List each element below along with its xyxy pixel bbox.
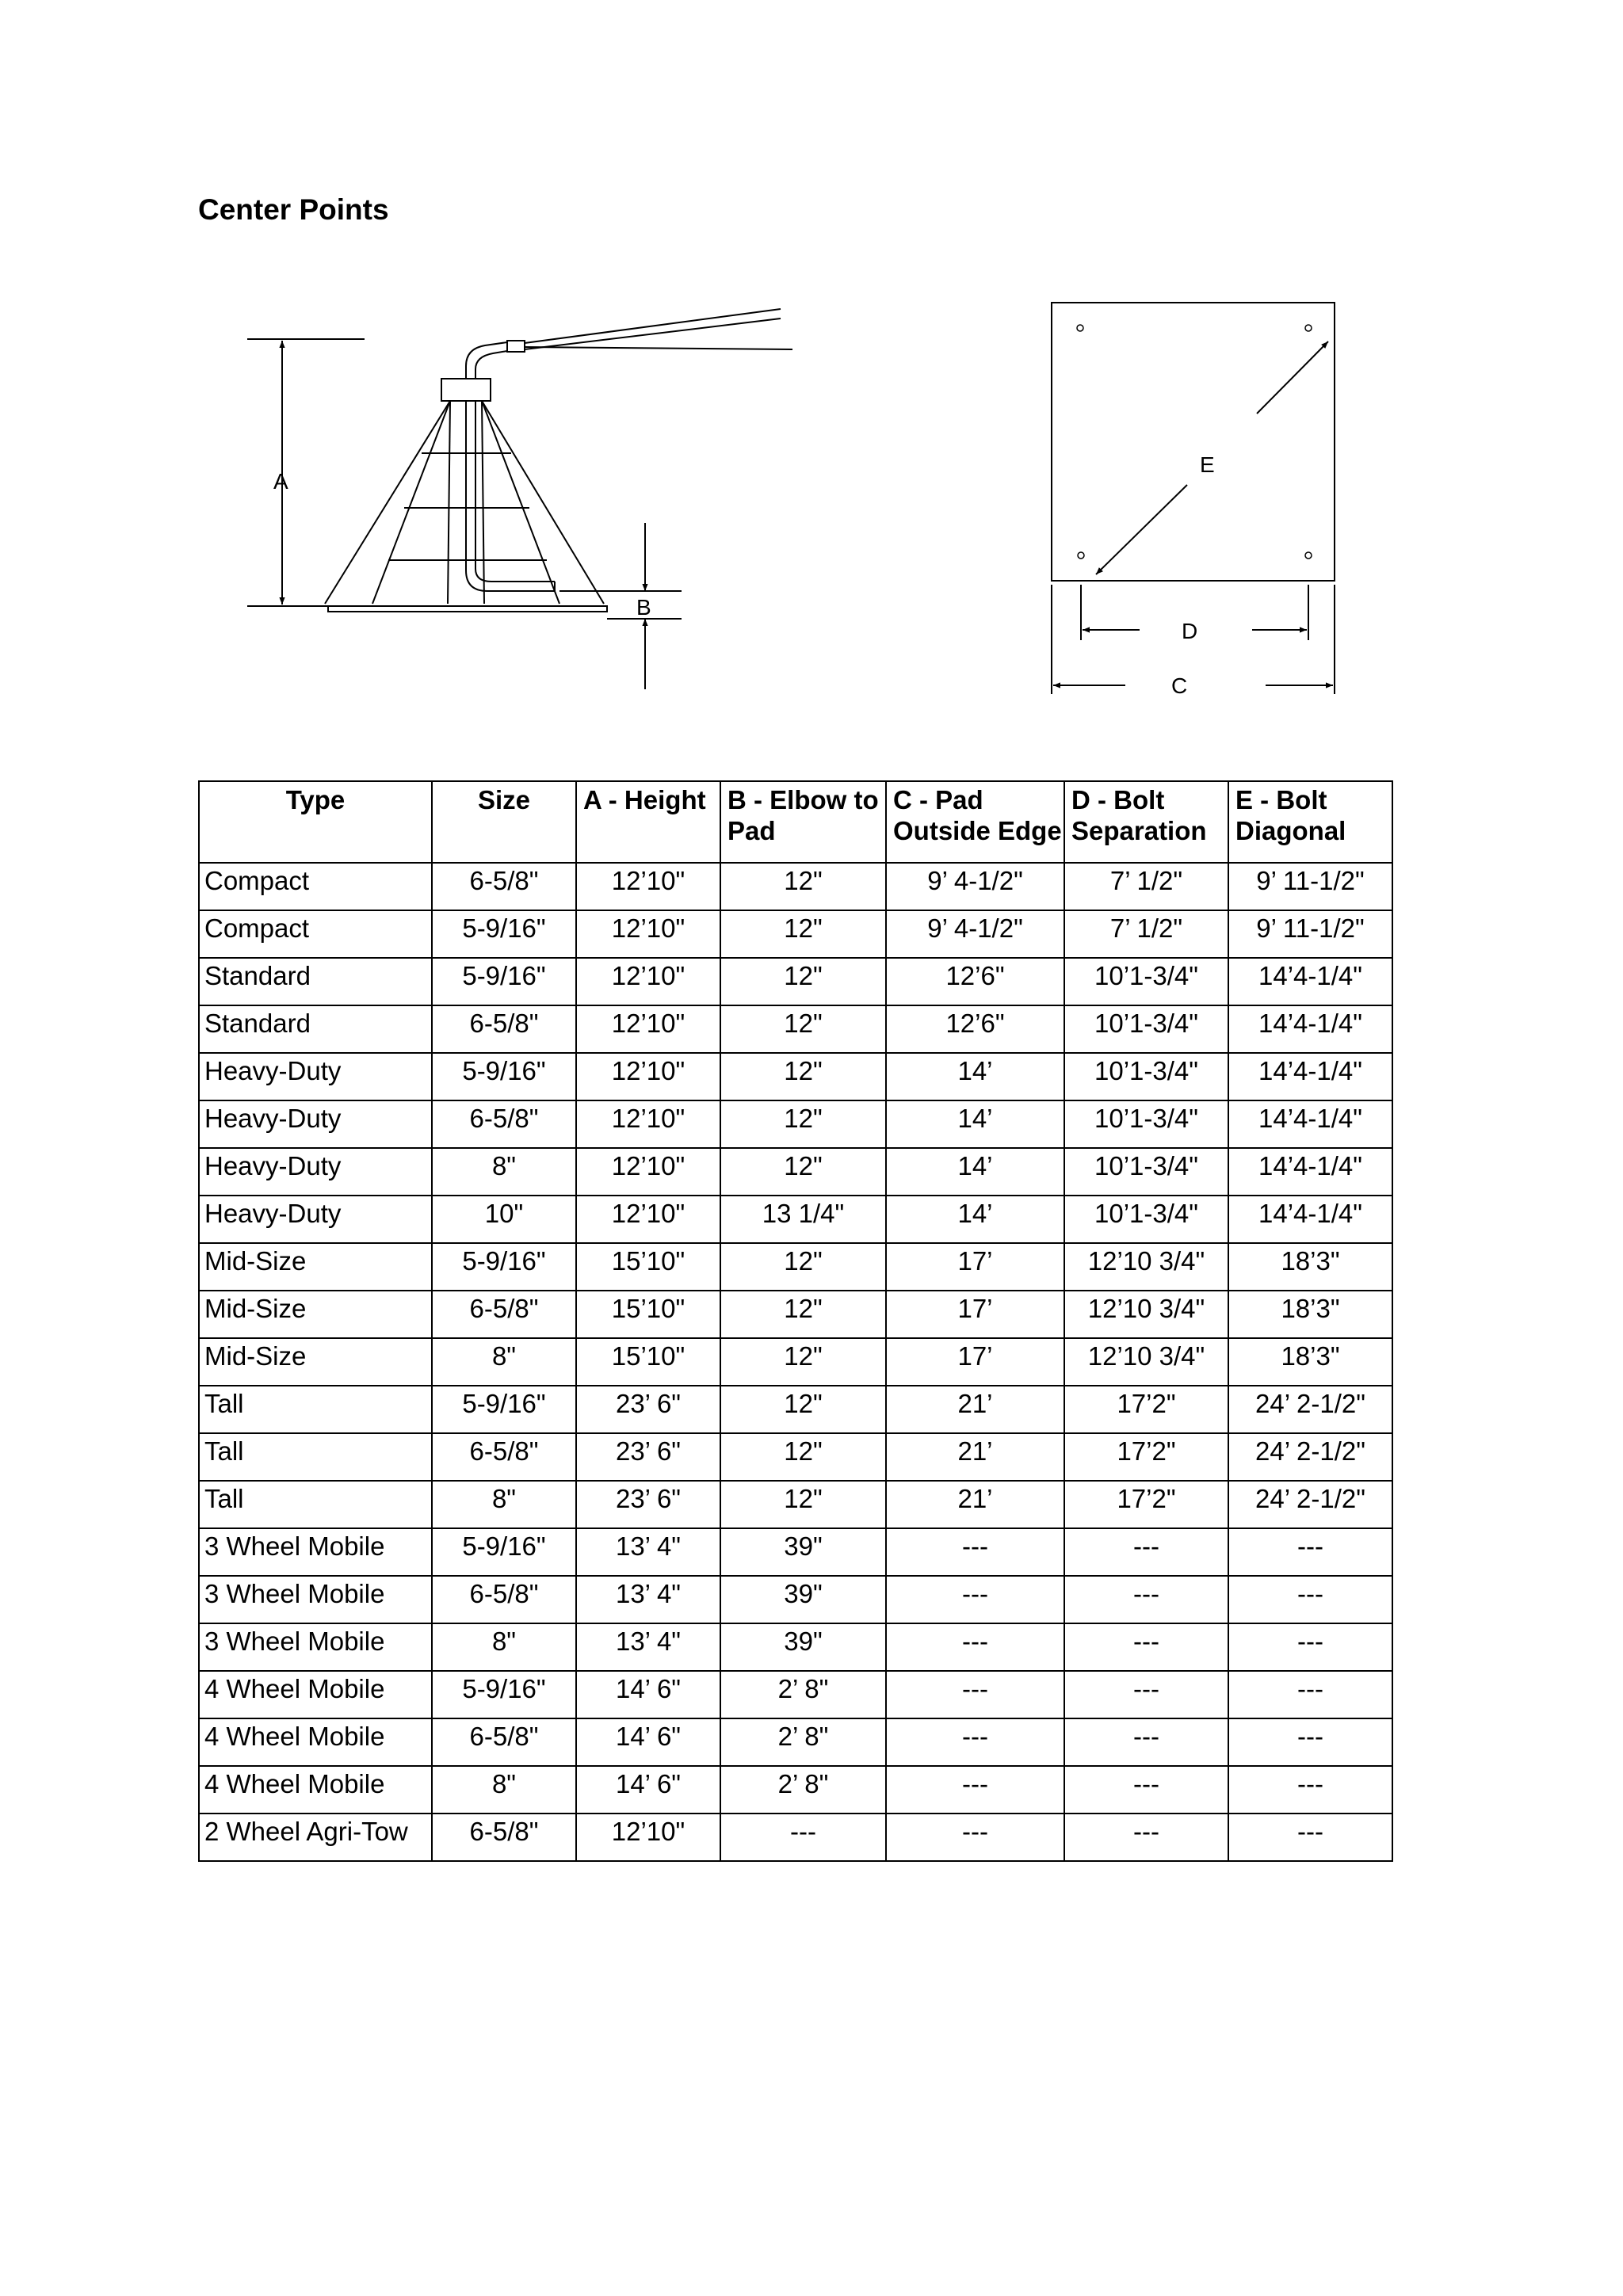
e-bolt-diag-cell: --- <box>1228 1528 1392 1576</box>
dimension-a-label: A <box>273 469 288 494</box>
c-pad-cell: 21’ <box>886 1433 1064 1481</box>
e-bolt-diag-cell: 14’4-1/4" <box>1228 1100 1392 1148</box>
b-elbow-cell: 39" <box>720 1576 886 1623</box>
c-pad-cell: 17’ <box>886 1338 1064 1386</box>
e-bolt-diag-cell: --- <box>1228 1814 1392 1861</box>
c-pad-cell: --- <box>886 1766 1064 1814</box>
e-bolt-diag-cell: 14’4-1/4" <box>1228 958 1392 1005</box>
b-elbow-cell: 12" <box>720 863 886 910</box>
table-row <box>199 1100 1392 1148</box>
type-cell: 3 Wheel Mobile <box>199 1528 432 1576</box>
b-elbow-cell: 12" <box>720 1243 886 1291</box>
dimension-e-label: E <box>1200 452 1215 477</box>
b-elbow-cell: 12" <box>720 910 886 958</box>
b-elbow-cell: 12" <box>720 1005 886 1053</box>
header-c-pad-outside-edge: C - Pad Outside Edge <box>886 781 1064 863</box>
b-elbow-cell: 12" <box>720 1338 886 1386</box>
d-bolt-sep-cell: --- <box>1064 1718 1228 1766</box>
table-row <box>199 863 1392 910</box>
a-height-cell: 13’ 4" <box>576 1576 720 1623</box>
type-cell: Heavy-Duty <box>199 1148 432 1196</box>
d-bolt-sep-cell: --- <box>1064 1814 1228 1861</box>
e-bolt-diag-cell: --- <box>1228 1766 1392 1814</box>
header-type: Type <box>199 781 432 863</box>
table-row <box>199 1053 1392 1100</box>
d-bolt-sep-cell: 10’1-3/4" <box>1064 958 1228 1005</box>
c-pad-cell: 12’6" <box>886 1005 1064 1053</box>
e-bolt-diag-cell: 18’3" <box>1228 1291 1392 1338</box>
e-bolt-diag-cell: 18’3" <box>1228 1243 1392 1291</box>
type-cell: Heavy-Duty <box>199 1196 432 1243</box>
type-cell: Mid-Size <box>199 1338 432 1386</box>
type-cell: 4 Wheel Mobile <box>199 1671 432 1718</box>
size-cell: 6-5/8" <box>432 1576 576 1623</box>
a-height-cell: 14’ 6" <box>576 1671 720 1718</box>
e-bolt-diag-cell: 9’ 11-1/2" <box>1228 863 1392 910</box>
b-elbow-cell: 12" <box>720 1148 886 1196</box>
c-pad-cell: --- <box>886 1814 1064 1861</box>
a-height-cell: 15’10" <box>576 1338 720 1386</box>
e-bolt-diag-cell: --- <box>1228 1671 1392 1718</box>
table-row <box>199 1291 1392 1338</box>
pivot-tower-diagram <box>238 297 808 693</box>
size-cell: 5-9/16" <box>432 910 576 958</box>
d-bolt-sep-cell: 10’1-3/4" <box>1064 1100 1228 1148</box>
type-cell: 2 Wheel Agri-Tow <box>199 1814 432 1861</box>
a-height-cell: 15’10" <box>576 1243 720 1291</box>
a-height-cell: 12’10" <box>576 1814 720 1861</box>
a-height-cell: 12’10" <box>576 1148 720 1196</box>
a-height-cell: 14’ 6" <box>576 1766 720 1814</box>
b-elbow-cell: 12" <box>720 1386 886 1433</box>
c-pad-cell: 14’ <box>886 1148 1064 1196</box>
type-cell: Compact <box>199 910 432 958</box>
size-cell: 5-9/16" <box>432 1243 576 1291</box>
a-height-cell: 23’ 6" <box>576 1433 720 1481</box>
type-cell: 3 Wheel Mobile <box>199 1623 432 1671</box>
a-height-cell: 12’10" <box>576 863 720 910</box>
d-bolt-sep-cell: 10’1-3/4" <box>1064 1148 1228 1196</box>
table-row <box>199 910 1392 958</box>
page-title: Center Points <box>198 193 389 226</box>
size-cell: 5-9/16" <box>432 1053 576 1100</box>
size-cell: 6-5/8" <box>432 1005 576 1053</box>
header-size: Size <box>432 781 576 863</box>
size-cell: 6-5/8" <box>432 1814 576 1861</box>
table-row <box>199 1766 1392 1814</box>
a-height-cell: 15’10" <box>576 1291 720 1338</box>
c-pad-cell: 14’ <box>886 1053 1064 1100</box>
table-row <box>199 1528 1392 1576</box>
header-a-height: A - Height <box>576 781 720 863</box>
a-height-cell: 14’ 6" <box>576 1718 720 1766</box>
e-bolt-diag-cell: 18’3" <box>1228 1338 1392 1386</box>
size-cell: 6-5/8" <box>432 1291 576 1338</box>
table-row <box>199 1576 1392 1623</box>
dimension-a <box>247 339 365 606</box>
c-pad-cell: 17’ <box>886 1291 1064 1338</box>
e-bolt-diag-cell: --- <box>1228 1576 1392 1623</box>
b-elbow-cell: 2’ 8" <box>720 1671 886 1718</box>
b-elbow-cell: 13 1/4" <box>720 1196 886 1243</box>
a-height-cell: 23’ 6" <box>576 1386 720 1433</box>
size-cell: 6-5/8" <box>432 863 576 910</box>
bolt-holes <box>1077 325 1312 559</box>
type-cell: Standard <box>199 1005 432 1053</box>
d-bolt-sep-cell: 7’ 1/2" <box>1064 910 1228 958</box>
c-pad-cell: 21’ <box>886 1481 1064 1528</box>
table-row <box>199 1481 1392 1528</box>
c-pad-cell: 12’6" <box>886 958 1064 1005</box>
header-b-elbow-to-pad: B - Elbow to Pad <box>720 781 886 863</box>
d-bolt-sep-cell: 12’10 3/4" <box>1064 1338 1228 1386</box>
header-d-bolt-separation: D - Bolt Separation <box>1064 781 1228 863</box>
a-height-cell: 12’10" <box>576 910 720 958</box>
a-height-cell: 12’10" <box>576 1196 720 1243</box>
d-bolt-sep-cell: --- <box>1064 1623 1228 1671</box>
table-row <box>199 1433 1392 1481</box>
type-cell: Compact <box>199 863 432 910</box>
dimension-d-label: D <box>1182 619 1198 643</box>
c-pad-cell: --- <box>886 1671 1064 1718</box>
c-pad-cell: --- <box>886 1623 1064 1671</box>
b-elbow-cell: 39" <box>720 1623 886 1671</box>
tower-frame <box>325 309 792 612</box>
e-bolt-diag-cell: 9’ 11-1/2" <box>1228 910 1392 958</box>
size-cell: 8" <box>432 1481 576 1528</box>
table-row <box>199 1671 1392 1718</box>
d-bolt-sep-cell: --- <box>1064 1576 1228 1623</box>
b-elbow-cell: 12" <box>720 1291 886 1338</box>
d-bolt-sep-cell: 10’1-3/4" <box>1064 1005 1228 1053</box>
type-cell: 4 Wheel Mobile <box>199 1766 432 1814</box>
d-bolt-sep-cell: --- <box>1064 1528 1228 1576</box>
size-cell: 5-9/16" <box>432 958 576 1005</box>
table-header-row <box>199 781 1392 863</box>
a-height-cell: 13’ 4" <box>576 1623 720 1671</box>
center-points-table <box>198 780 1393 1862</box>
type-cell: Mid-Size <box>199 1243 432 1291</box>
d-bolt-sep-cell: 12’10 3/4" <box>1064 1291 1228 1338</box>
size-cell: 5-9/16" <box>432 1671 576 1718</box>
e-bolt-diag-cell: 24’ 2-1/2" <box>1228 1386 1392 1433</box>
type-cell: Heavy-Duty <box>199 1100 432 1148</box>
pad-outline <box>1052 303 1335 581</box>
d-bolt-sep-cell: 7’ 1/2" <box>1064 863 1228 910</box>
type-cell: Standard <box>199 958 432 1005</box>
e-bolt-diag-cell: --- <box>1228 1623 1392 1671</box>
type-cell: Tall <box>199 1481 432 1528</box>
table-row <box>199 1148 1392 1196</box>
e-bolt-diag-cell: 24’ 2-1/2" <box>1228 1433 1392 1481</box>
b-elbow-cell: 12" <box>720 1433 886 1481</box>
c-pad-cell: 17’ <box>886 1243 1064 1291</box>
b-elbow-cell: --- <box>720 1814 886 1861</box>
c-pad-cell: 14’ <box>886 1100 1064 1148</box>
table-row <box>199 1814 1392 1861</box>
b-elbow-cell: 2’ 8" <box>720 1766 886 1814</box>
b-elbow-cell: 12" <box>720 1100 886 1148</box>
table-row <box>199 958 1392 1005</box>
d-bolt-sep-cell: 17’2" <box>1064 1481 1228 1528</box>
size-cell: 5-9/16" <box>432 1386 576 1433</box>
dimension-b-label: B <box>636 595 651 620</box>
size-cell: 8" <box>432 1338 576 1386</box>
table-body <box>199 863 1392 1861</box>
a-height-cell: 12’10" <box>576 958 720 1005</box>
header-e-bolt-diagonal: E - Bolt Diagonal <box>1228 781 1392 863</box>
size-cell: 8" <box>432 1623 576 1671</box>
c-pad-cell: --- <box>886 1576 1064 1623</box>
size-cell: 10" <box>432 1196 576 1243</box>
type-cell: Heavy-Duty <box>199 1053 432 1100</box>
d-bolt-sep-cell: --- <box>1064 1766 1228 1814</box>
b-elbow-cell: 39" <box>720 1528 886 1576</box>
type-cell: 3 Wheel Mobile <box>199 1576 432 1623</box>
table-row <box>199 1718 1392 1766</box>
e-bolt-diag-cell: 14’4-1/4" <box>1228 1196 1392 1243</box>
c-pad-cell: 9’ 4-1/2" <box>886 910 1064 958</box>
size-cell: 6-5/8" <box>432 1718 576 1766</box>
size-cell: 5-9/16" <box>432 1528 576 1576</box>
table-row <box>199 1243 1392 1291</box>
size-cell: 8" <box>432 1766 576 1814</box>
type-cell: Tall <box>199 1386 432 1433</box>
c-pad-cell: 21’ <box>886 1386 1064 1433</box>
table-row <box>199 1196 1392 1243</box>
c-pad-cell: --- <box>886 1718 1064 1766</box>
c-pad-cell: 9’ 4-1/2" <box>886 863 1064 910</box>
c-pad-cell: 14’ <box>886 1196 1064 1243</box>
table-row <box>199 1338 1392 1386</box>
e-bolt-diag-cell: 14’4-1/4" <box>1228 1053 1392 1100</box>
b-elbow-cell: 12" <box>720 1481 886 1528</box>
type-cell: Tall <box>199 1433 432 1481</box>
size-cell: 8" <box>432 1148 576 1196</box>
a-height-cell: 13’ 4" <box>576 1528 720 1576</box>
b-elbow-cell: 12" <box>720 1053 886 1100</box>
e-bolt-diag-cell: 14’4-1/4" <box>1228 1005 1392 1053</box>
b-elbow-cell: 2’ 8" <box>720 1718 886 1766</box>
table-row <box>199 1386 1392 1433</box>
e-bolt-diag-cell: --- <box>1228 1718 1392 1766</box>
d-bolt-sep-cell: 10’1-3/4" <box>1064 1053 1228 1100</box>
d-bolt-sep-cell: 12’10 3/4" <box>1064 1243 1228 1291</box>
table-row <box>199 1005 1392 1053</box>
a-height-cell: 12’10" <box>576 1100 720 1148</box>
d-bolt-sep-cell: 10’1-3/4" <box>1064 1196 1228 1243</box>
e-bolt-diag-cell: 24’ 2-1/2" <box>1228 1481 1392 1528</box>
pad-plan-diagram <box>1030 293 1363 697</box>
d-bolt-sep-cell: 17’2" <box>1064 1386 1228 1433</box>
type-cell: 4 Wheel Mobile <box>199 1718 432 1766</box>
d-bolt-sep-cell: 17’2" <box>1064 1433 1228 1481</box>
a-height-cell: 12’10" <box>576 1005 720 1053</box>
a-height-cell: 23’ 6" <box>576 1481 720 1528</box>
c-pad-cell: --- <box>886 1528 1064 1576</box>
table-row <box>199 1623 1392 1671</box>
d-bolt-sep-cell: --- <box>1064 1671 1228 1718</box>
e-bolt-diag-cell: 14’4-1/4" <box>1228 1148 1392 1196</box>
size-cell: 6-5/8" <box>432 1433 576 1481</box>
dimension-c-label: C <box>1171 673 1188 698</box>
size-cell: 6-5/8" <box>432 1100 576 1148</box>
b-elbow-cell: 12" <box>720 958 886 1005</box>
a-height-cell: 12’10" <box>576 1053 720 1100</box>
type-cell: Mid-Size <box>199 1291 432 1338</box>
